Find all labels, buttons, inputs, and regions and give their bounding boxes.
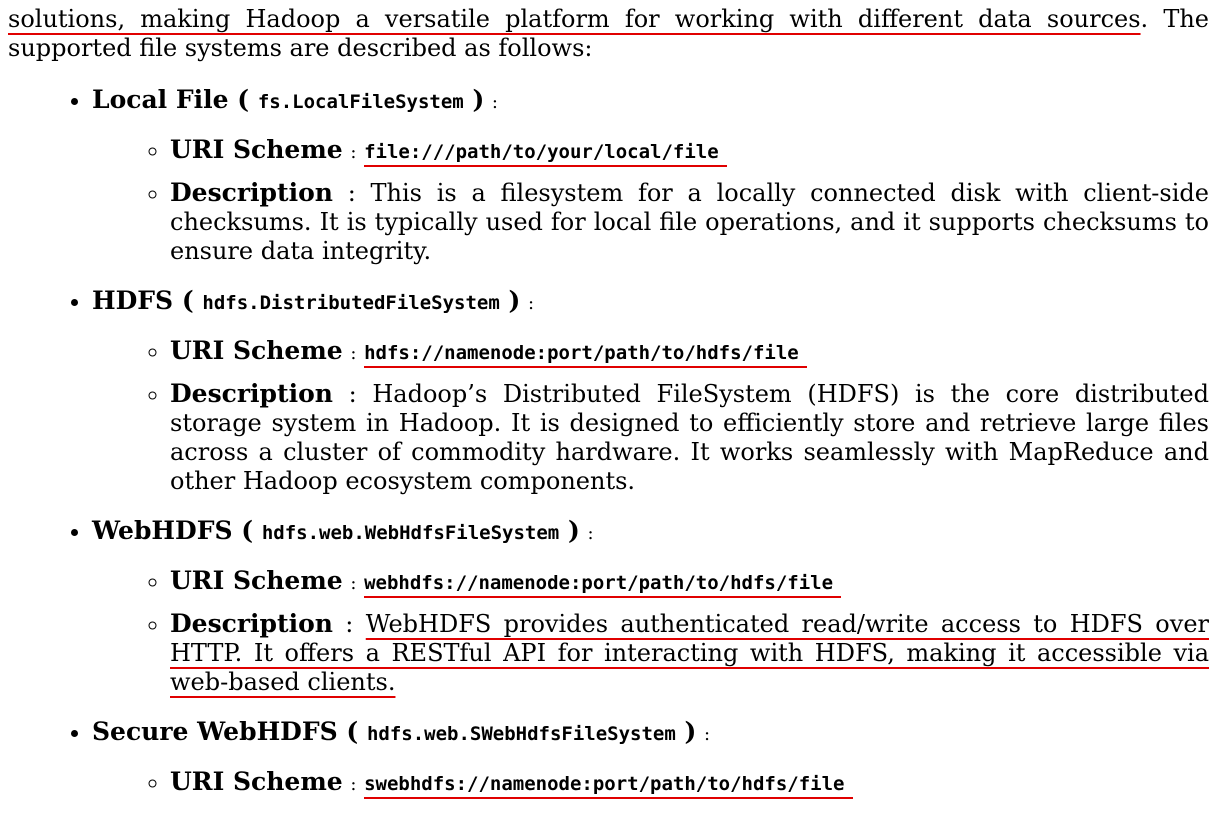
intro-paragraph xyxy=(8,5,1209,63)
description-label: Description xyxy=(170,379,333,408)
list-item-hdfs xyxy=(92,286,1209,496)
colon: : xyxy=(587,523,594,544)
sub-list xyxy=(92,135,1209,266)
uri-scheme-label: URI Scheme xyxy=(170,135,343,164)
uri-scheme-row xyxy=(170,135,1209,167)
description-text-highlighted: WebHDFS provides authenticated read/write access to HDFS over HTTP. It offers a RESTful API for interacting with HDFS, making it accessible via web-based clients. xyxy=(170,610,1209,696)
uri-scheme-row xyxy=(170,566,1209,598)
filesystem-list xyxy=(8,85,1209,799)
colon: : xyxy=(347,179,356,207)
colon: : xyxy=(528,293,535,314)
uri-scheme-value: swebhdfs://namenode:port/path/to/hdfs/file xyxy=(364,773,852,799)
filesystem-class: hdfs.web.WebHdfsFileSystem xyxy=(261,522,560,544)
filesystem-name: Local File xyxy=(92,85,229,114)
colon: : xyxy=(345,610,354,638)
filesystem-class: hdfs.DistributedFileSystem xyxy=(202,292,500,314)
uri-scheme-value: webhdfs://namenode:port/path/to/hdfs/file xyxy=(364,572,841,598)
filesystem-name: Secure WebHDFS xyxy=(92,717,338,746)
filesystem-class: fs.LocalFileSystem xyxy=(257,91,464,113)
sub-list xyxy=(92,566,1209,697)
close-paren: ) xyxy=(472,85,485,114)
uri-scheme-row xyxy=(170,767,1209,799)
uri-scheme-value: hdfs://namenode:port/path/to/hdfs/file xyxy=(364,342,807,368)
intro-highlight: solutions, making Hadoop a versatile platform for working with different data sources xyxy=(8,5,1141,33)
list-item-local-file xyxy=(92,85,1209,266)
open-paren: ( xyxy=(237,85,250,114)
uri-scheme-label: URI Scheme xyxy=(170,566,343,595)
sub-list xyxy=(92,767,1209,799)
list-item-webhdfs xyxy=(92,516,1209,697)
close-paren: ) xyxy=(567,516,580,545)
filesystem-name: WebHDFS xyxy=(92,516,233,545)
description-row xyxy=(170,178,1209,266)
filesystem-class: hdfs.web.SWebHdfsFileSystem xyxy=(366,723,676,745)
close-paren: ) xyxy=(684,717,697,746)
uri-scheme-row xyxy=(170,336,1209,368)
close-paren: ) xyxy=(508,286,521,315)
uri-scheme-label: URI Scheme xyxy=(170,336,343,365)
filesystem-name: HDFS xyxy=(92,286,174,315)
uri-scheme-value: file:///path/to/your/local/file xyxy=(364,141,727,167)
item-heading xyxy=(92,717,696,746)
colon: : xyxy=(704,724,711,745)
item-heading xyxy=(92,85,484,114)
open-paren: ( xyxy=(346,717,359,746)
colon: : xyxy=(350,774,357,795)
sub-list xyxy=(92,336,1209,496)
description-text: Hadoop’s Distributed FileSystem (HDFS) is the core distributed storage system in Hadoop. It is designed to efficiently store and retrieve large files across a cluster of commodity hardware. It works seamlessly with MapReduce and other Hadoop ecosystem components. xyxy=(170,380,1210,495)
description-label: Description xyxy=(170,178,333,207)
colon: : xyxy=(350,573,357,594)
description-label: Description xyxy=(170,609,333,638)
document-page xyxy=(8,0,1209,819)
list-item-secure-webhdfs xyxy=(92,717,1209,799)
open-paren: ( xyxy=(181,286,194,315)
description-row xyxy=(170,609,1209,697)
item-heading xyxy=(92,286,520,315)
colon: : xyxy=(491,92,498,113)
colon: : xyxy=(350,142,357,163)
colon: : xyxy=(350,343,357,364)
intro-rest: . The supported file systems are described as follows: xyxy=(8,5,1209,62)
open-paren: ( xyxy=(241,516,254,545)
description-row xyxy=(170,379,1209,496)
item-heading xyxy=(92,516,580,545)
uri-scheme-label: URI Scheme xyxy=(170,767,343,796)
description-text: This is a filesystem for a locally connected disk with client-side checksums. It is typically used for local file operations, and it supports checksums to ensure data integrity. xyxy=(170,179,1209,265)
colon: : xyxy=(348,380,357,408)
